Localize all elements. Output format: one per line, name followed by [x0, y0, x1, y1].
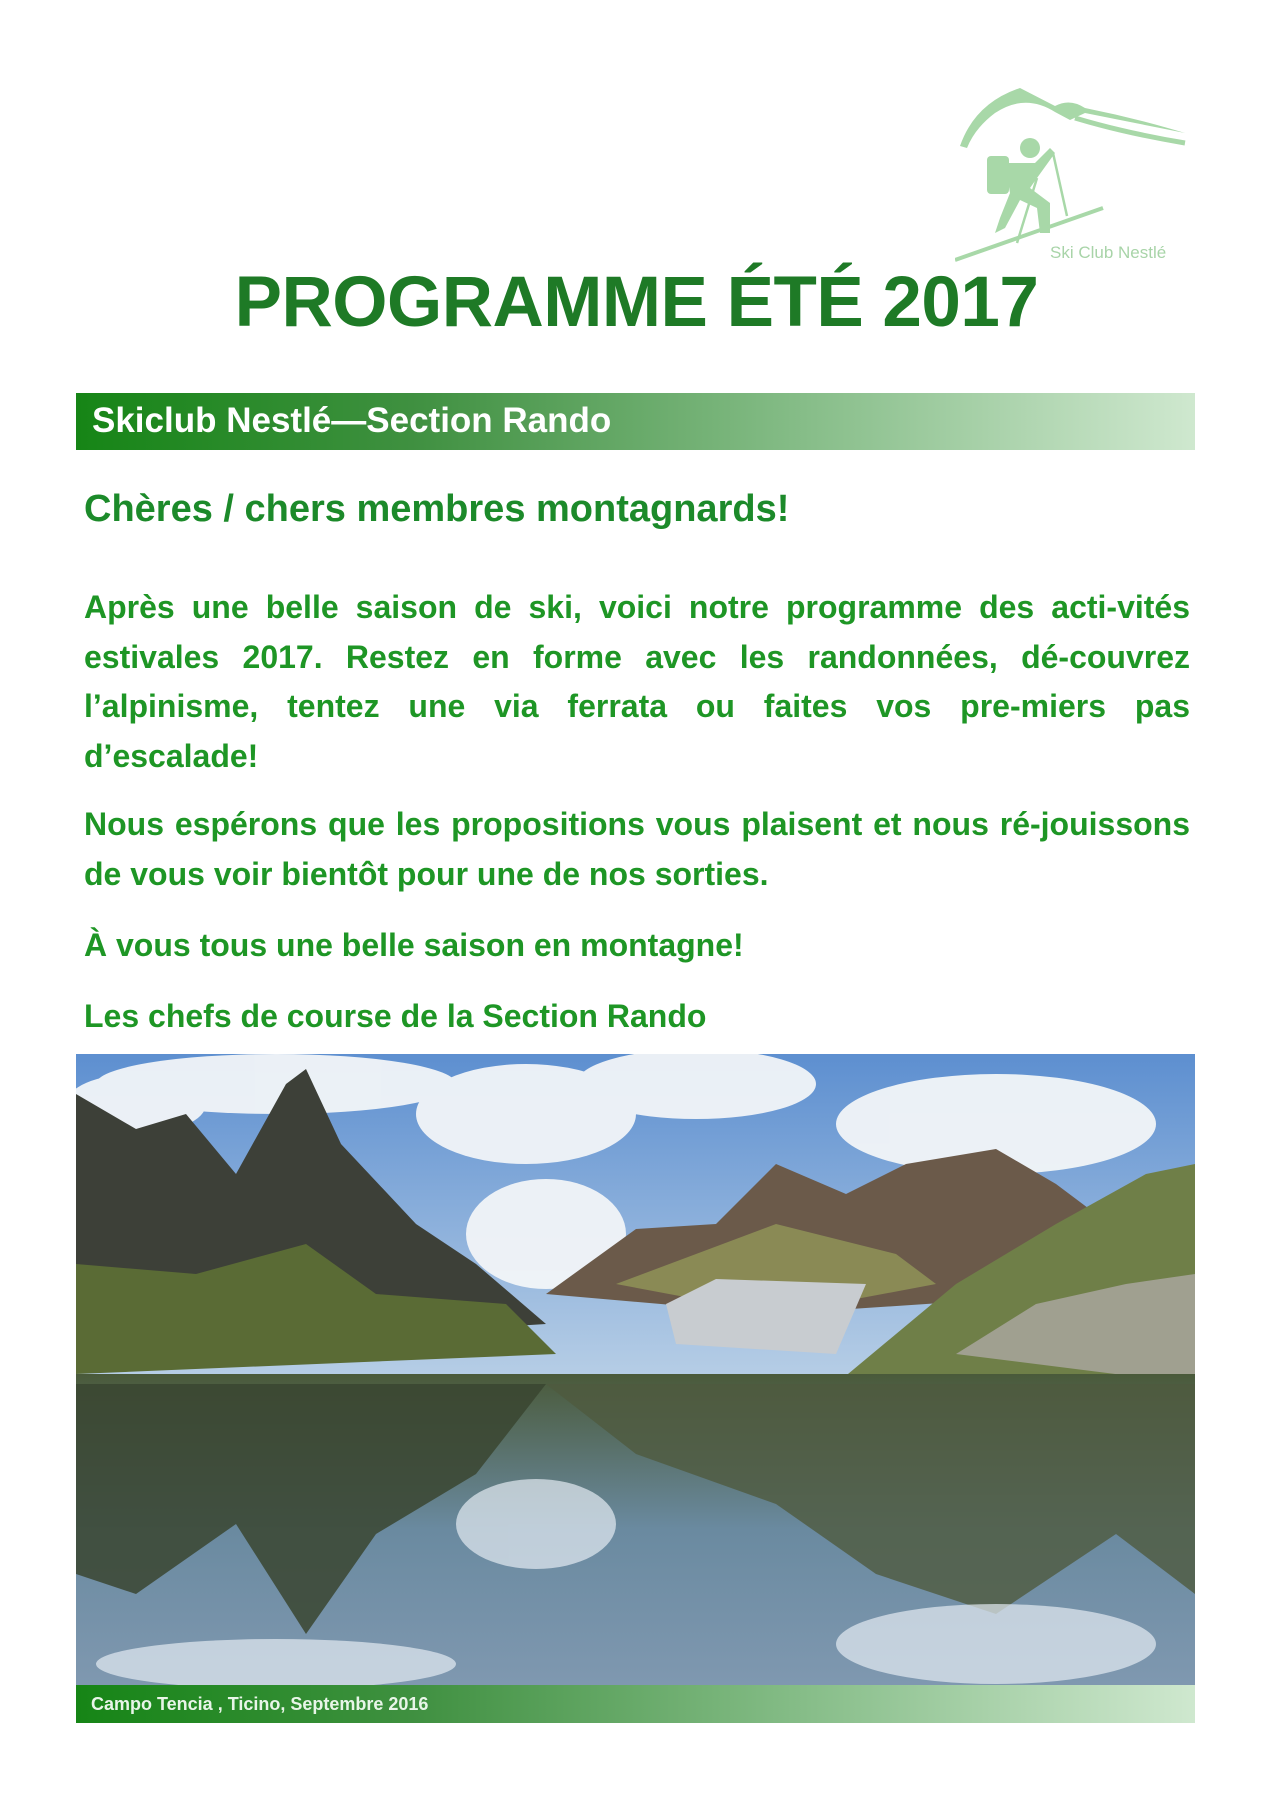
signature: Les chefs de course de la Section Rando — [84, 998, 707, 1034]
intro-paragraph: Après une belle saison de ski, voici notre programme des acti-vités estivales 2017. Restez en forme avec les randonnées, dé-couvrez l’alpinisme, tentez une via ferrata ou faites vos pre-miers pas d’escalade! — [84, 589, 1190, 774]
ski-club-logo — [955, 78, 1195, 268]
photo-caption: Campo Tencia , Ticino, Septembre 2016 — [91, 1694, 429, 1714]
mountain-lake-photo — [76, 1054, 1195, 1685]
photo-caption-bar — [76, 1685, 1195, 1723]
section-bar — [76, 393, 1195, 450]
greeting-heading: Chères / chers membres montagnards! — [84, 488, 790, 530]
page-title: PROGRAMME ÉTÉ 2017 — [234, 263, 1039, 342]
hope-paragraph: Nous espérons que les propositions vous plaisent et nous ré-jouissons de vous voir bientôt pour une de nos sorties. — [84, 806, 1190, 892]
season-wish: À vous tous une belle saison en montagne! — [84, 927, 744, 963]
logo-text: Ski Club Nestlé — [1050, 243, 1167, 262]
section-title: Skiclub Nestlé—Section Rando — [92, 401, 612, 440]
